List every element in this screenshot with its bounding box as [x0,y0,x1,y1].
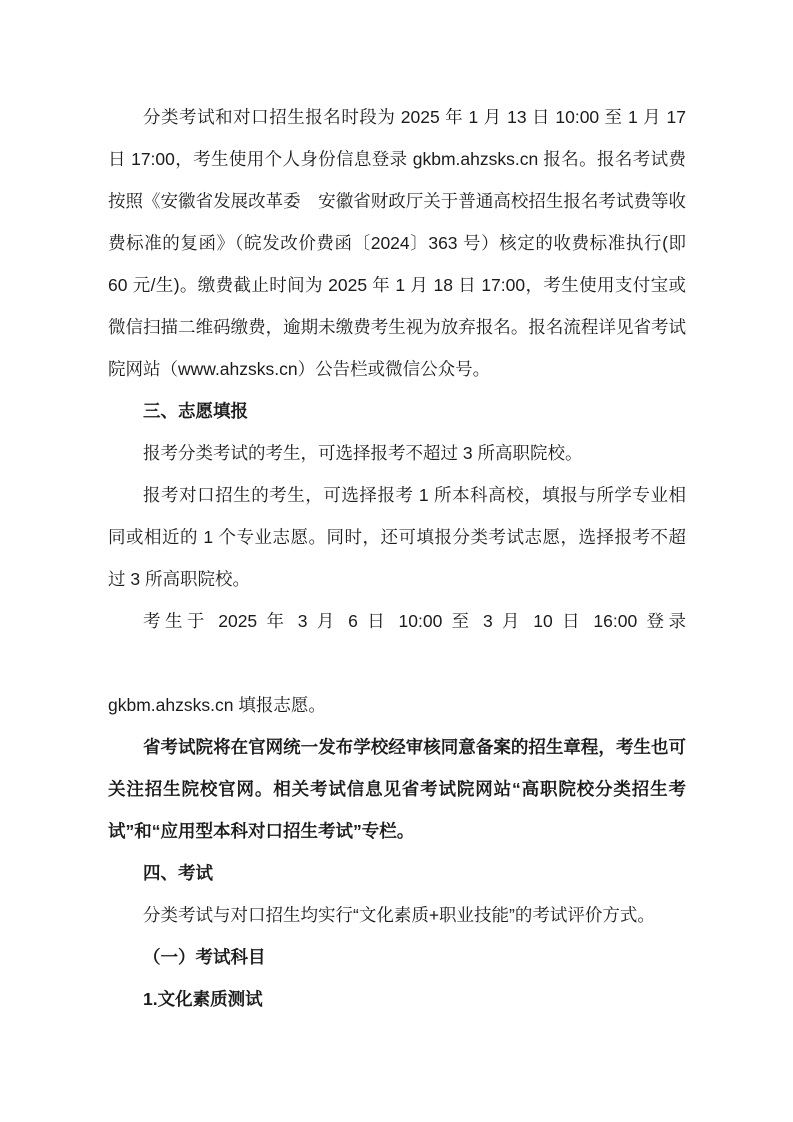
heading-item-cultural-quality-test: 1.文化素质测试 [143,989,263,1009]
heading-section-three: 三、志愿填报 [143,401,248,421]
paragraph-counterpart-admission-choice: 报考对口招生的考生，可选择报考 1 所本科高校，填报与所学专业相同或相近的 1 个专业志愿。同时，还可填报分类考试志愿，选择报考不超过 3 所高职院校。 [108,485,686,589]
paragraph-announcement-bold: 省考试院将在官网统一发布学校经审核同意备案的招生章程，考生也可关注招生院校官网。相关考试信息见省考试院网站“高职院校分类招生考试”和“应用型本科对口招生考试”专栏。 [108,737,686,841]
paragraph-classified-exam-choice: 报考分类考试的考生，可选择报考不超过 3 所高职院校。 [143,443,583,463]
heading-section-four: 四、考试 [143,863,213,883]
paragraph-volunteer-time [108,600,686,726]
document-body [108,96,686,1020]
paragraph-volunteer-time-line2: gkbm.ahzsks.cn 填报志愿。 [108,695,326,715]
paragraph-registration-period: 分类考试和对口招生报名时段为 2025 年 1 月 13 日 10:00 至 1 月 17 日 17:00，考生使用个人身份信息登录 gkbm.ahzsks.cn 报名。报名考试费按照《安徽省发展改革委 安徽省财政厅关于普通高校招生报名考试费等收费标准的复函》（皖发改价费函〔2024〕363 号）核定的收费标准执行(即 60 元/生)。缴费截止时间为 2025 年 1 月 18 日 17:00，考生使用支付宝或微信扫描二维码缴费，逾期未缴费考生视为放弃报名。报名流程详见省考试院网站（www.ahzsks.cn）公告栏或微信公众号。 [108,107,686,379]
paragraph-evaluation-method: 分类考试与对口招生均实行“文化素质+职业技能”的考试评价方式。 [143,905,655,925]
heading-subsection-one: （一）考试科目 [143,947,266,967]
paragraph-volunteer-time-line1: 考生于 2025 年 3 月 6 日 10:00 至 3 月 10 日 16:00 登录 [143,611,686,631]
